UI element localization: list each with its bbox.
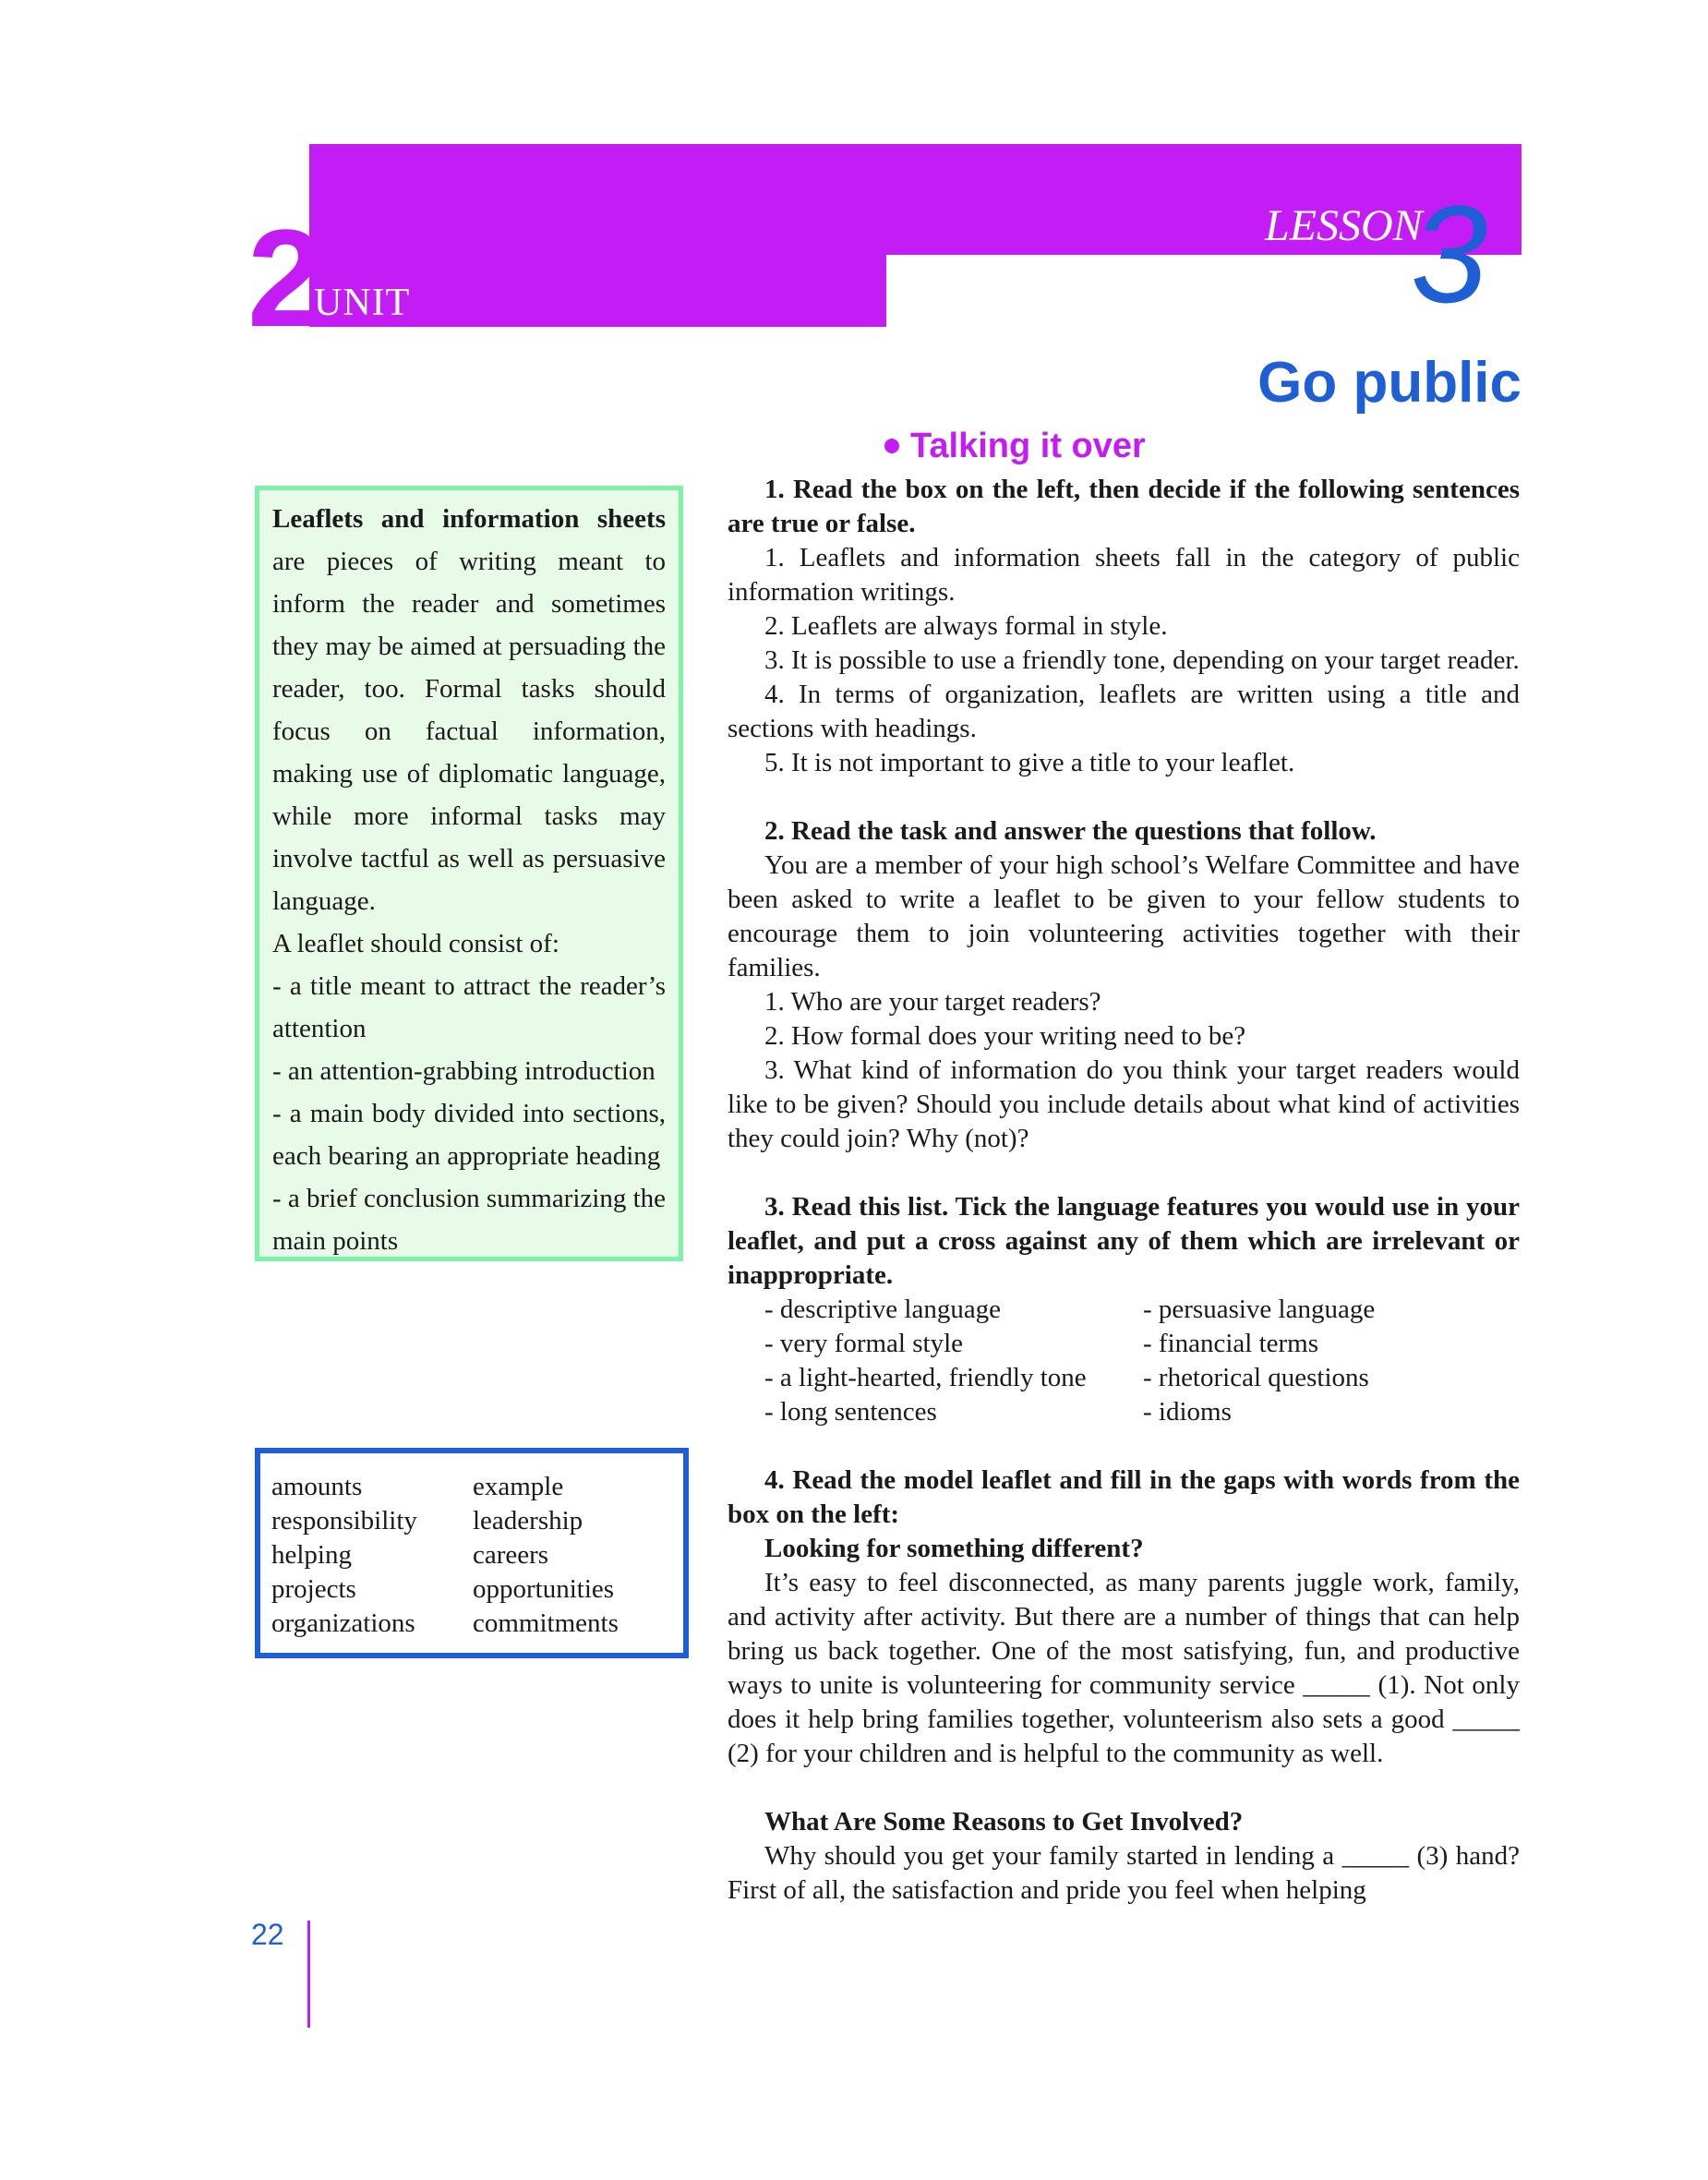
unit-number: 2 bbox=[247, 200, 325, 355]
page-number-rule bbox=[307, 1921, 310, 2028]
info-box bbox=[255, 486, 683, 1261]
feature-row bbox=[728, 1327, 1520, 1361]
ex2-task: You are a member of your high school’s Welfare Committee and have been asked to write a leaflet to be given to your fellow students to encourage them to join volunteering activities together with their families. bbox=[728, 850, 1520, 982]
feature-right: - idioms bbox=[1143, 1397, 1232, 1427]
leaflet-heading-2 bbox=[728, 1805, 1520, 1839]
section-heading-text: Talking it over bbox=[910, 427, 1146, 465]
leaflet-heading-1 bbox=[728, 1532, 1520, 1566]
word: projects bbox=[271, 1574, 356, 1604]
feature-right: - persuasive language bbox=[1143, 1295, 1376, 1324]
info-box-item: - a title meant to attract the reader’s attention bbox=[272, 971, 666, 1043]
info-box-item: - an attention-grabbing introduction bbox=[272, 1056, 656, 1086]
word: careers bbox=[473, 1540, 549, 1570]
page-title: Go public bbox=[1257, 351, 1522, 415]
feature-left: - descriptive language bbox=[764, 1295, 1002, 1324]
ex2-item: 2. How formal does your writing need to be? bbox=[764, 1021, 1246, 1051]
ex2-instruction-text: 2. Read the task and answer the questions that follow. bbox=[764, 816, 1377, 846]
ex1-instruction-text: 1. Read the box on the left, then decide if the following sentences are true or false. bbox=[728, 475, 1520, 538]
feature-left: - very formal style bbox=[764, 1329, 964, 1358]
word: leadership bbox=[473, 1506, 583, 1536]
word: helping bbox=[271, 1540, 352, 1570]
lesson-number: 3 bbox=[1411, 176, 1488, 331]
feature-right: - financial terms bbox=[1143, 1329, 1319, 1358]
ex1-instruction bbox=[728, 473, 1520, 541]
lesson-label: LESSON bbox=[1265, 201, 1423, 250]
info-box-consist-intro: A leaflet should consist of: bbox=[272, 929, 559, 958]
page-number: 22 bbox=[251, 1918, 284, 1951]
word: responsibility bbox=[271, 1506, 417, 1536]
ex2-instruction bbox=[728, 814, 1520, 849]
info-box-item: - a brief conclusion summarizing the main points bbox=[272, 1184, 667, 1256]
word-box bbox=[255, 1448, 689, 1658]
word: opportunities bbox=[473, 1574, 615, 1604]
feature-right: - rhetorical questions bbox=[1143, 1363, 1369, 1392]
info-box-item: - a main body divided into sections, each bearing an appropriate heading bbox=[272, 1099, 666, 1171]
leaflet-heading-1-text: Looking for something different? bbox=[764, 1534, 1144, 1563]
info-box-body: are pieces of writing meant to inform the reader and sometimes they may be aimed at persuading the reader, too. Formal tasks should focus on factual information, making use of diplomatic language, while more informal tasks may involve tactful as well as persuasive language. bbox=[272, 547, 666, 916]
feature-left: - long sentences bbox=[764, 1397, 937, 1427]
word: example bbox=[473, 1472, 564, 1501]
feature-row bbox=[728, 1395, 1520, 1429]
info-box-paragraph bbox=[272, 498, 666, 922]
bullet-icon bbox=[884, 439, 899, 453]
leaflet-paragraph-2: Why should you get your family started in lending a _____ (3) hand? First of all, the satisfaction and pride you feel when helping bbox=[728, 1841, 1520, 1905]
word: organizations bbox=[271, 1608, 415, 1638]
ex1-item: 1. Leaflets and information sheets fall in the category of public information writings. bbox=[728, 543, 1520, 607]
word: amounts bbox=[271, 1472, 363, 1501]
feature-left: - a light-hearted, friendly tone bbox=[764, 1363, 1087, 1392]
ex3-instruction-text: 3. Read this list. Tick the language features you would use in your leaflet, and put a cross against any of them which are irrelevant or inappropriate. bbox=[728, 1192, 1520, 1290]
ex1-item: 2. Leaflets are always formal in style. bbox=[764, 611, 1168, 641]
ex2-item: 1. Who are your target readers? bbox=[764, 987, 1101, 1017]
word-table bbox=[271, 1470, 619, 1641]
feature-row bbox=[728, 1361, 1520, 1395]
ex1-item: 4. In terms of organization, leaflets are written using a title and sections with headings. bbox=[728, 680, 1520, 743]
unit-label: UNIT bbox=[314, 282, 411, 324]
main-column bbox=[728, 473, 1520, 1908]
section-heading bbox=[884, 423, 1146, 469]
ex3-instruction bbox=[728, 1190, 1520, 1293]
ex1-item: 5. It is not important to give a title to your leaflet. bbox=[764, 748, 1295, 777]
ex4-instruction bbox=[728, 1463, 1520, 1532]
info-box-lead: Leaflets and information sheets bbox=[272, 504, 666, 534]
leaflet-heading-2-text: What Are Some Reasons to Get Involved? bbox=[764, 1807, 1244, 1837]
ex2-item: 3. What kind of information do you think your target readers would like to be given? Should you include details about what kind of activities they could join? Why (not)? bbox=[728, 1055, 1520, 1153]
leaflet-paragraph-1: It’s easy to feel disconnected, as many parents juggle work, family, and activity after activity. But there are a number of things that can help bring us back together. One of the most satisfying, fun, and productive ways to unite is volunteering for community service _____ (1). Not only does it help bring families together, volunteerism also sets a good _____ (2) for your children and is helpful to the community as well. bbox=[728, 1568, 1520, 1768]
ex4-instruction-text: 4. Read the model leaflet and fill in the gaps with words from the box on the left: bbox=[728, 1465, 1520, 1529]
feature-row bbox=[728, 1293, 1520, 1327]
ex1-item: 3. It is possible to use a friendly tone, depending on your target reader. bbox=[764, 645, 1520, 675]
word: commitments bbox=[473, 1608, 619, 1638]
